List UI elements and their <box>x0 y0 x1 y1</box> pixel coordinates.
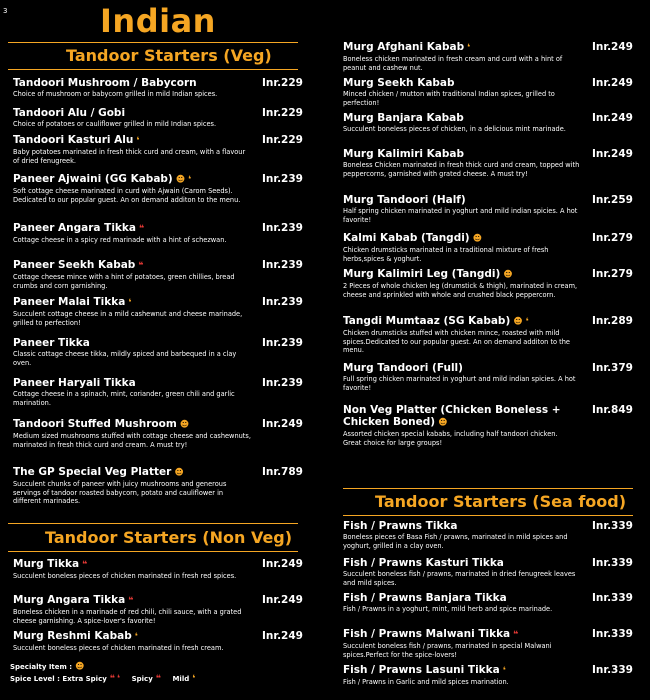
menu-item <box>13 377 253 407</box>
item-description: Succulent boneless fish / prawns, marinated in special Malwani spices.Perfect for the spice-lovers! <box>343 642 552 659</box>
item-description: Classic cottage cheese tikka, mildly spiced and barbequed in a clay oven. <box>13 350 237 367</box>
item-description: Boneless pieces of Basa Fish / prawns, marinated in mild spices and yoghurt, grilled in a clay oven. <box>343 533 568 550</box>
chili-icon: ❛❛ <box>128 596 133 606</box>
item-price: Inr.249 <box>592 148 633 160</box>
item-description: Succulent boneless pieces of chicken marinated in fresh red spices. <box>13 572 237 580</box>
item-name: Murg Tikka <box>13 558 80 570</box>
mild-icon: ❛ <box>128 298 132 308</box>
mild-label: Mild <box>172 675 190 683</box>
item-name: Tangdi Mumtaaz (SG Kabab) <box>343 315 511 327</box>
section-divider <box>8 551 298 552</box>
item-name: Fish / Prawns Malwani Tikka <box>343 628 511 640</box>
item-name: Tandoori Kasturi Alu <box>13 134 134 146</box>
item-price: Inr.249 <box>592 41 633 53</box>
specialty-icon: ☻ <box>472 234 483 244</box>
menu-item <box>343 664 583 687</box>
menu-item <box>343 520 583 550</box>
item-price: Inr.339 <box>592 592 633 604</box>
item-name: Paneer Angara Tikka <box>13 222 136 234</box>
section-divider <box>343 515 633 516</box>
item-name: Paneer Malai Tikka <box>13 296 126 308</box>
item-price: Inr.249 <box>262 418 303 430</box>
spicy-label: Spicy <box>131 675 153 683</box>
item-price: Inr.339 <box>592 557 633 569</box>
item-description: Choice of potatoes or cauliflower grilled in mild Indian spices. <box>13 120 217 128</box>
mild-icon: ❛ <box>525 317 529 327</box>
item-name: Fish / Prawns Banjara Tikka <box>343 592 507 604</box>
item-price: Inr.239 <box>262 337 303 349</box>
item-name: Fish / Prawns Kasturi Tikka <box>343 557 504 569</box>
item-price: Inr.249 <box>592 112 633 124</box>
item-description: Choice of mushroom or babycorn grilled in mild Indian spices. <box>13 90 218 98</box>
item-name: Tandoori Stuffed Mushroom <box>13 418 177 430</box>
menu-item <box>343 628 583 659</box>
item-price: Inr.229 <box>262 134 303 146</box>
specialty-icon: ☻ <box>75 662 85 672</box>
item-price: Inr.249 <box>262 558 303 570</box>
specialty-label: Specialty Item : <box>10 663 73 671</box>
item-price: Inr.229 <box>262 107 303 119</box>
menu-item <box>343 315 583 355</box>
menu-item <box>13 558 253 581</box>
menu-item <box>13 134 253 165</box>
chili-icon: ❛❛ <box>155 674 161 684</box>
mild-icon: ❛ <box>136 136 140 146</box>
section-title-seafood: Tandoor Starters (Sea food) <box>375 492 627 511</box>
mild-icon: ❛ <box>192 674 196 684</box>
menu-item <box>13 259 253 290</box>
item-name: Non Veg Platter (Chicken Boneless + Chicken Boned) <box>343 404 561 428</box>
mild-icon: ❛ <box>134 632 138 642</box>
item-price: Inr.239 <box>262 173 303 185</box>
mild-icon: ❛ <box>467 43 471 53</box>
menu-item <box>13 418 253 449</box>
item-description: Succulent boneless pieces of chicken marinated in fresh cream. <box>13 644 224 652</box>
menu-item <box>13 296 253 327</box>
specialty-legend <box>10 662 84 672</box>
item-description: Cottage cheese in a spinach, mint, coriander, green chili and garlic marination. <box>13 390 235 407</box>
menu-item <box>343 77 583 107</box>
item-price: Inr.339 <box>592 520 633 532</box>
item-description: Chicken drumsticks marinated in a traditional mixture of fresh herbs,spices & yoghurt. <box>343 246 549 263</box>
mild-icon: ❛ <box>502 666 506 676</box>
menu-item <box>343 112 583 134</box>
specialty-icon: ☻ <box>438 418 448 428</box>
specialty-icon: ☻ <box>174 468 184 478</box>
item-name: Paneer Ajwaini (GG Kabab) <box>13 173 173 185</box>
item-description: Medium sized mushrooms stuffed with cottage cheese and cashewnuts, marinated in fresh thick curd and cream. A must try! <box>13 432 251 449</box>
item-name: Murg Seekh Kabab <box>343 77 455 89</box>
item-name: Murg Angara Tikka <box>13 594 126 606</box>
item-price: Inr.249 <box>592 77 633 89</box>
item-price: Inr.259 <box>592 194 633 206</box>
menu-item <box>13 466 253 506</box>
section-divider <box>8 523 298 524</box>
specialty-icon: ☻ <box>513 317 523 327</box>
item-price: Inr.849 <box>592 404 633 416</box>
item-price: Inr.249 <box>262 594 303 606</box>
item-description: Boneless Chicken marinated in fresh thick curd and cream, topped with peppercorns, garnished with grated cheese. A must try! <box>343 161 580 178</box>
spice-legend <box>10 674 195 684</box>
menu-item <box>343 148 583 178</box>
item-description: Succulent cottage cheese in a mild cashewnut and cheese marinade, grilled to perfection! <box>13 310 243 327</box>
item-description: 2 Pieces of whole chicken leg (drumstick & thigh), marinated in cream, cheese and sprinkled with whole and crushed black peppercorn. <box>343 282 578 299</box>
item-description: Succulent boneless pieces of chicken, in a delicious mint marinade. <box>343 125 566 133</box>
section-title-nonveg: Tandoor Starters (Non Veg) <box>45 528 293 547</box>
menu-item <box>343 557 583 587</box>
menu-item <box>343 194 583 224</box>
item-description: Minced chicken / mutton with traditional Indian spices, grilled to perfection! <box>343 90 555 107</box>
item-price: Inr.379 <box>592 362 633 374</box>
item-price: Inr.289 <box>592 315 633 327</box>
item-description: Boneless chicken in a marinade of red chili, chili sauce, with a grated cheese garnishing. A spice-lover's favorite! <box>13 608 242 625</box>
menu-item <box>13 337 253 367</box>
item-description: Cottage cheese in a spicy red marinade with a hint of schezwan. <box>13 236 227 244</box>
item-description: Fish / Prawns in Garlic and mild spices marination. <box>343 678 509 686</box>
item-name: Kalmi Kabab (Tangdi) <box>343 232 470 244</box>
section-title-veg: Tandoor Starters (Veg) <box>66 46 272 65</box>
item-name: Fish / Prawns Tikka <box>343 520 458 532</box>
item-name: Murg Tandoori (Full) <box>343 362 463 374</box>
item-price: Inr.339 <box>592 628 633 640</box>
item-name: Murg Banjara Kabab <box>343 112 464 124</box>
item-name: Tandoori Alu / Gobi <box>13 107 126 119</box>
chili-icon: ❛❛ <box>82 560 87 570</box>
page-number: 3 <box>3 7 8 15</box>
item-price: Inr.239 <box>262 377 303 389</box>
menu-item <box>13 107 253 129</box>
item-description: Baby potatoes marinated in fresh thick curd and cream, with a flavour of dried fenugreek. <box>13 148 246 165</box>
section-divider <box>8 42 298 43</box>
item-price: Inr.229 <box>262 77 303 89</box>
item-price: Inr.279 <box>592 232 633 244</box>
item-description: Soft cottage cheese marinated in curd with Ajwain (Carom Seeds). Dedicated to our popular guest. An on demand additon to the menu. <box>13 187 241 204</box>
item-name: Murg Kalimiri Kabab <box>343 148 465 160</box>
item-price: Inr.249 <box>262 630 303 642</box>
menu-item <box>343 592 583 614</box>
chili-icon: ❛❛ <box>138 261 143 271</box>
item-name: Murg Tandoori (Half) <box>343 194 466 206</box>
item-name: Murg Afghani Kabab <box>343 41 465 53</box>
specialty-icon: ☻ <box>175 175 186 185</box>
menu-item <box>343 268 583 299</box>
item-description: Chicken drumsticks stuffed with chicken mince, roasted with mild spices.Dedicated to our popular guest. An on demand additon to the menu. <box>343 329 570 355</box>
item-name: The GP Special Veg Platter <box>13 466 172 478</box>
section-divider <box>8 69 298 70</box>
item-name: Murg Kalimiri Leg (Tangdi) <box>343 268 501 280</box>
menu-item <box>343 404 578 447</box>
item-description: Half spring chicken marinated in yoghurt and mild indian spicies. A hot favorite! <box>343 207 578 224</box>
item-price: Inr.239 <box>262 222 303 234</box>
item-description: Fish / Prawns in a yoghurt, mint, mild herb and spice marinade. <box>343 605 553 613</box>
item-description: Succulent boneless fish / prawns, marinated in dried fenugreek leaves and mild spices. <box>343 570 576 587</box>
chili-icon: ❛❛ <box>139 224 144 234</box>
extra-spicy-label: Spice Level : Extra Spicy <box>10 675 107 683</box>
item-price: Inr.789 <box>262 466 303 478</box>
item-price: Inr.239 <box>262 259 303 271</box>
mild-icon: ❛ <box>188 175 192 185</box>
item-description: Assorted chicken special kababs, including half tandoori chicken. Great choice for large groups! <box>343 430 558 447</box>
menu-item <box>343 362 583 392</box>
item-description: Full spring chicken marinated in yoghurt and mild indian spicies. A hot favorite! <box>343 375 576 392</box>
item-description: Boneless chicken marinated in fresh cream and curd with a hint of peanut and cashew nut. <box>343 55 563 72</box>
menu-item <box>13 173 253 204</box>
chili-icon: ❛❛ <box>109 674 115 684</box>
menu-item <box>13 594 253 625</box>
chili-icon: ❛❛ <box>513 630 518 640</box>
menu-item <box>343 41 583 72</box>
item-name: Murg Reshmi Kabab <box>13 630 132 642</box>
chili-icon: ❛ <box>117 674 120 684</box>
item-description: Succulent chunks of paneer with juicy mushrooms and generous servings of tandoor roasted babycorn, potato and cauliflower in different marinades. <box>13 480 227 506</box>
section-divider <box>343 488 633 489</box>
menu-item <box>13 77 253 99</box>
item-description: Cottage cheese mince with a hint of potatoes, green chillies, bread crumbs and corn garnishing. <box>13 273 235 290</box>
specialty-icon: ☻ <box>179 420 190 430</box>
menu-item <box>343 232 583 263</box>
item-price: Inr.339 <box>592 664 633 676</box>
item-name: Paneer Tikka <box>13 337 90 349</box>
item-name: Paneer Haryali Tikka <box>13 377 136 389</box>
item-price: Inr.279 <box>592 268 633 280</box>
item-name: Paneer Seekh Kabab <box>13 259 136 271</box>
item-name: Fish / Prawns Lasuni Tikka <box>343 664 500 676</box>
item-price: Inr.239 <box>262 296 303 308</box>
menu-item <box>13 630 253 653</box>
menu-item <box>13 222 253 245</box>
page-title: Indian <box>100 2 216 40</box>
specialty-icon: ☻ <box>503 270 513 280</box>
item-name: Tandoori Mushroom / Babycorn <box>13 77 197 89</box>
